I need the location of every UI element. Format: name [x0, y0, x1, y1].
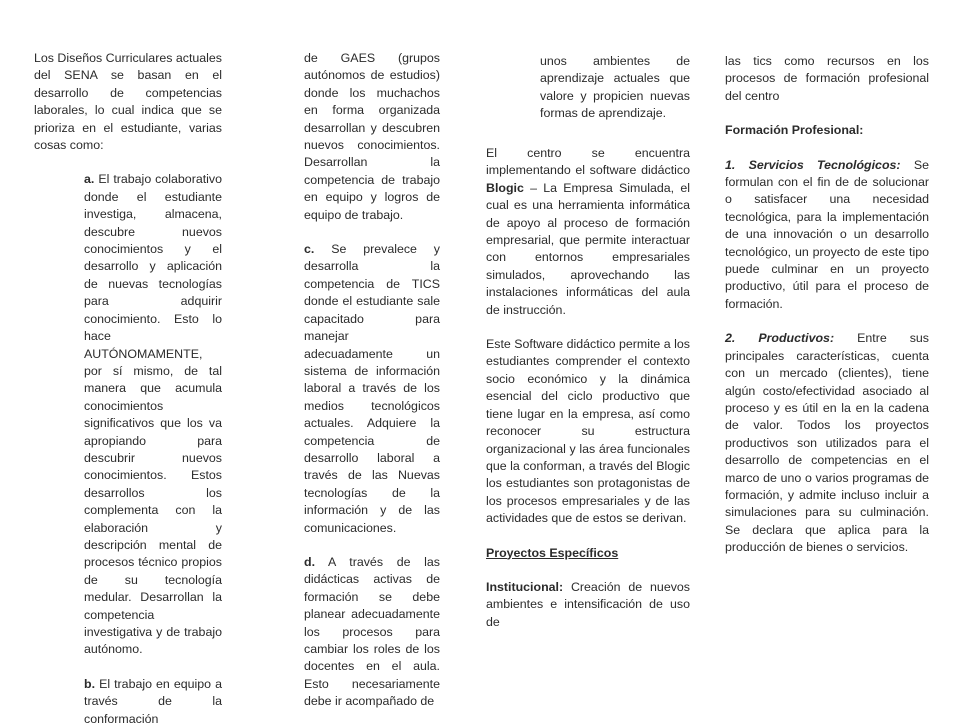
servicios-paragraph: [725, 157, 929, 314]
column-4: [725, 53, 929, 557]
item-b-text: El trabajo en equipo a través de la conformación: [84, 676, 222, 726]
column-3: [486, 145, 690, 631]
software-paragraph: Este Software didáctico permite a los estudiantes comprender el contexto socio económico y la dinámica esencial del ciclo productivo que tiene lugar en la empresa, así como reconocer su estructura organizacional y las área funcionales que la conforman, a través del Blogic los estudiantes son protagonistas de los procesos empresariales y de las actividades que de estos se derivan.: [486, 337, 690, 526]
item-a-text-2: , por sí mismo, de tal manera que acumula conocimientos significativos que los va apropiando para descubrir nuevos conocimientos. Estos desarrollos los complementa con la elaboración y descripción mental de procesos técnico propios de su tecnología medular. Desarrollan la competencia investigativa y de trabajo autónomo.: [84, 346, 222, 657]
productivos-paragraph: [725, 330, 929, 556]
institucional-continued: las tics como recursos en los procesos de formación profesional del centro: [725, 54, 929, 103]
item-d-continued: unos ambientes de aprendizaje actuales que valore y propicien nuevas formas de aprendizaje.: [540, 54, 690, 121]
item-c: [304, 241, 440, 537]
column-2: [304, 50, 440, 711]
item-d-label: d.: [304, 554, 316, 569]
item-b-label: b.: [84, 676, 96, 691]
item-a-text-1: El trabajo colaborativo donde el estudiante investiga, almacena, descubre nuevos conocimientos y el desarrollo y aplicación de nuevas tecnologías para adquirir conocimiento. Esto lo hace: [84, 172, 222, 344]
blogic-paragraph: [486, 145, 690, 319]
item-c-text: Se prevalece y desarrolla la competencia de TICS donde el estudiante sale capacitado para manejar adecuadamente un sistema de información laboral a través de los medios tecnológicos actuales. Adquiere la competencia de desarrollo laboral a través de las Nuevas tecnologías de la información y de las comunicaciones.: [304, 242, 440, 535]
item-c-label: c.: [304, 242, 315, 257]
intro-paragraph: Los Diseños Curriculares actuales del SENA se basan en el desarrollo de competencias laborales, lo cual indica que se prioriza en el estudiante, varias cosas como:: [34, 51, 223, 153]
item-d-text: A través de las didácticas activas de formación se debe planear adecuadamente los procesos para cambiar los roles de los docentes en el aula. Esto necesariamente debe ir acompañado de: [304, 554, 440, 709]
productivos-text: Entre sus principales características, cuenta con un mercado (clientes), tiene algún costo/efectividad asociado al proceso y es útil en la en la cadena de valor. Todos los proyectos productivos son utilizados para el desarrollo de competencias en el marco de uno o varios programas de formación, y admite incluso incluir a simulaciones para su culminación. Se declara que aplica para la producción de bienes o servicios.: [725, 331, 929, 555]
servicios-text: Se formulan con el fin de de solucionar o satisfacer una necesidad tecnológica, para la implementación de una innovación o un desarrollo tecnológico, un proyecto de este tipo puede culminar en un proyecto productivo, útil para el proceso de formación.: [725, 157, 929, 311]
servicios-label: 1. Servicios Tecnológicos:: [725, 157, 901, 172]
blogic-text-b: – La Empresa Simulada, el cual es una herramienta informática de apoyo al proceso de formación empresarial, que permite interactuar con entornos empresariales simulados, aprovechando las instalaciones informáticas del aula de instrucción.: [486, 180, 690, 317]
productivos-label: 2. Productivos:: [725, 331, 835, 346]
blogic-text-a: El centro se encuentra implementando el software didáctico: [486, 146, 690, 178]
institucional-paragraph: [486, 579, 690, 631]
item-a: [84, 171, 222, 658]
column-1: [34, 50, 222, 728]
item-a-label: a.: [84, 172, 95, 187]
section-heading-proyectos: Proyectos Específicos: [486, 545, 619, 560]
institucional-label: Institucional:: [486, 579, 564, 594]
section-heading-formacion: Formación Profesional:: [725, 123, 864, 138]
institucional-text: Creación de nuevos ambientes e intensificación de uso de: [486, 579, 690, 629]
blogic-name: Blogic: [486, 180, 524, 195]
item-b-continued: de GAES (grupos autónomos de estudios) donde los muchachos en forma organizada desarrollan y descubren nuevos conocimientos. Desarrollan la competencia de trabajo en equipo y logros de equipo de trabajo.: [304, 51, 440, 222]
column-3-continuation: [540, 53, 690, 123]
item-d: [304, 554, 440, 711]
item-a-strong: AUTÓNOMAMENTE: [84, 346, 199, 361]
item-b: [84, 676, 222, 728]
